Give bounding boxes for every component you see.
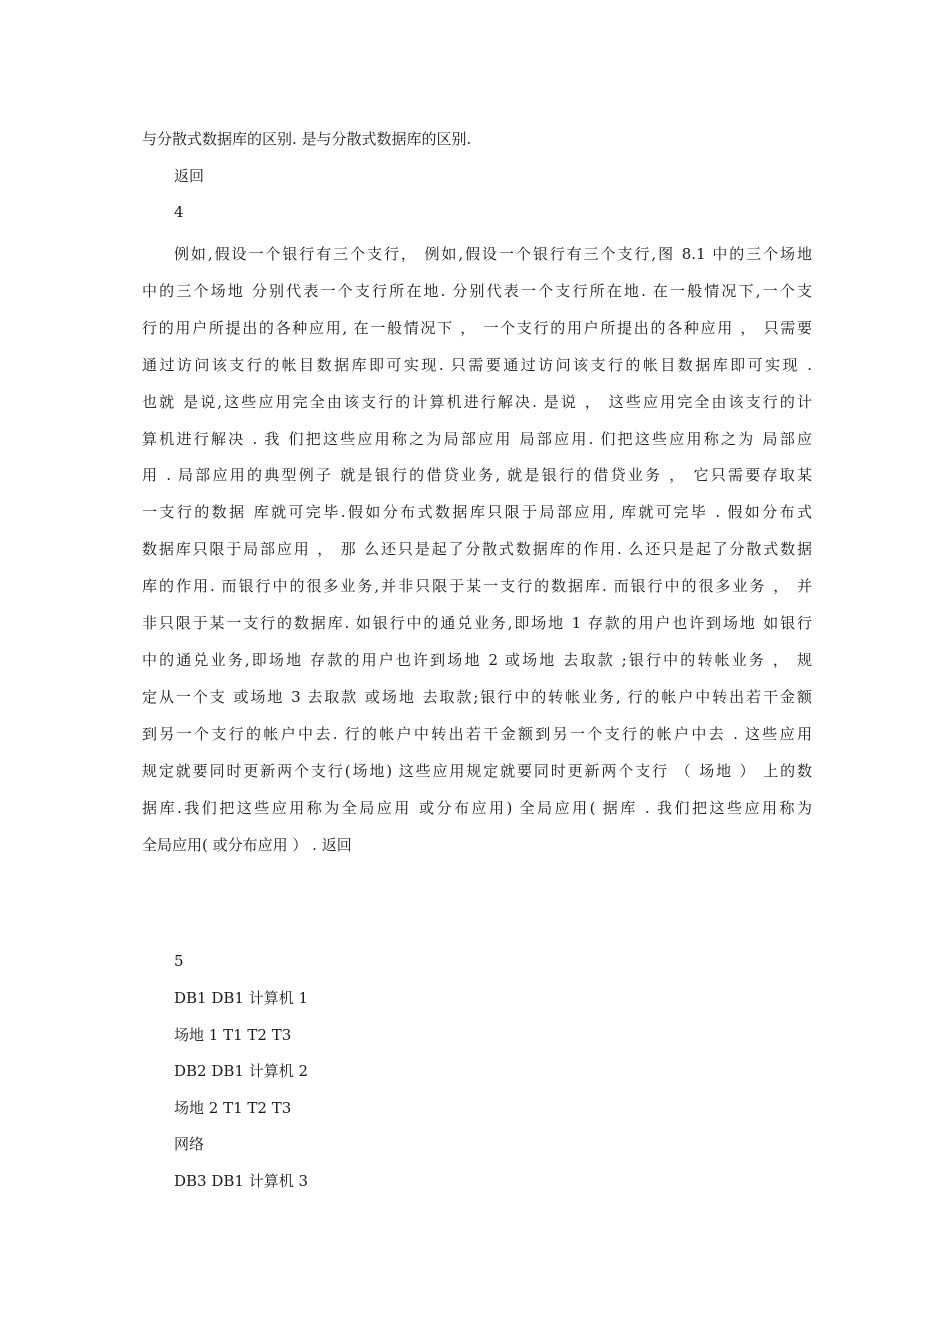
paragraph-line: 用 . 局部应用的典型例子 就是银行的借贷业务, 就是银行的借贷业务 ， 它只需要存取某 <box>142 466 812 485</box>
paragraph-line: 数据库只限于局部应用 ， 那 么还只是起了分散式数据库的作用. 么还只是起了分散式数据 <box>142 540 812 559</box>
diagram-label: DB1 DB1 计算机 1 <box>174 989 309 1007</box>
diagram-label: DB3 DB1 计算机 3 <box>174 1172 309 1190</box>
paragraph-line: 通过访问该支行的帐目数据库即可实现. 只需要通过访问该支行的帐目数据库即可实现 . <box>142 355 812 374</box>
paragraph-line: 也就 是说,这些应用完全由该支行的计算机进行解决. 是说 ， 这些应用完全由该支行的计 <box>142 392 812 411</box>
page-number-4: 4 <box>174 203 184 221</box>
diagram-label-network: 网络 <box>174 1135 205 1153</box>
paragraph-line: 定从一个支 或场地 3 去取款 或场地 去取款;银行中的转帐业务, 行的帐户中转出若干金额 <box>142 687 812 706</box>
back-link-1[interactable]: 返回 <box>174 167 205 185</box>
paragraph-line: 规定就要同时更新两个支行(场地) 这些应用规定就要同时更新两个支行 （ 场地 ） 上的数 <box>142 761 812 780</box>
paragraph-line: 中的通兑业务,即场地 存款的用户也许到场地 2 或场地 去取款 ;银行中的转帐业务 ， 规 <box>142 650 812 669</box>
paragraph-line: 库的作用. 而银行中的很多业务,并非只限于某一支行的数据库. 而银行中的很多业务 ， 并 <box>142 577 812 596</box>
diagram-label: DB2 DB1 计算机 2 <box>174 1062 309 1080</box>
paragraph-line: 行的用户所提出的各种应用, 在一般情况下 ， 一个支行的用户所提出的各种应用 ， 只需要 <box>142 318 812 337</box>
diagram-label: 场地 1 T1 T2 T3 <box>174 1026 292 1044</box>
paragraph-line: 到另一个支行的帐户中去. 行的帐户中转出若干金额到另一个支行的帐户中去 . 这些应用 <box>142 724 812 743</box>
page-number-5: 5 <box>174 952 184 970</box>
diagram-label: 场地 2 T1 T2 T3 <box>174 1099 292 1117</box>
paragraph-line: 据库.我们把这些应用称为全局应用 或分布应用) 全局应用( 据库 . 我们把这些应用称为 <box>142 798 812 817</box>
paragraph-line: 算机进行解决 . 我 们把这些应用称之为局部应用 局部应用. 们把这些应用称之为 局部应 <box>142 429 812 448</box>
paragraph-line: 例如,假设一个银行有三个支行， 例如,假设一个银行有三个支行,图 8.1 中的三个场地 <box>174 245 812 263</box>
paragraph-line: 非只限于某一支行的数据库. 如银行中的通兑业务,即场地 1 存款的用户也许到场地 如银行 <box>142 614 812 633</box>
paragraph-line: 全局应用( 或分布应用 ） . 返回 <box>142 835 352 854</box>
main-paragraph <box>142 236 812 863</box>
paragraph-line: 一支行的数据 库就可完毕.假如分布式数据库只限于局部应用, 库就可完毕 . 假如分布式 <box>142 503 812 522</box>
paragraph-line: 中的三个场地 分别代表一个支行所在地. 分别代表一个支行所在地. 在一般情况下,一个支 <box>142 281 812 300</box>
intro-line: 与分散式数据库的区别. 是与分散式数据库的区别. <box>142 130 472 148</box>
